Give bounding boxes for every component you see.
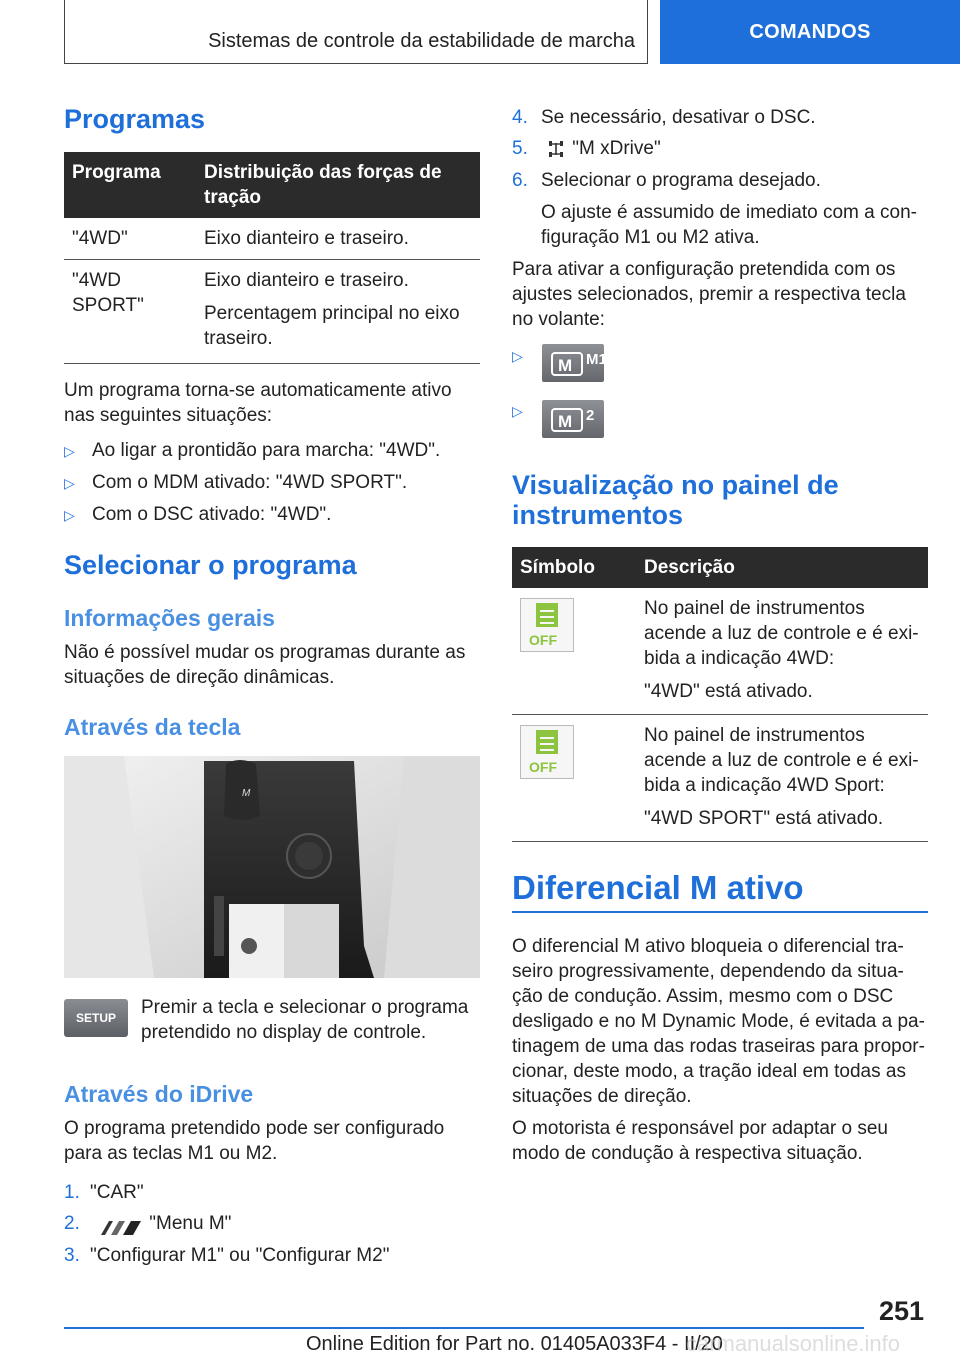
m2-key-icon [542, 400, 604, 438]
general-info-text: Não é possível mudar os programas durante as situações de direção dinâmicas. [64, 642, 466, 688]
table-header-description: Descrição [636, 547, 928, 588]
triangle-bullet-icon: ▷ [512, 348, 523, 364]
setup-instruction: Premir a tecla e selecionar o programa pretendido no display de controle. [141, 997, 469, 1043]
desc-cell: Eixo dianteiro e traseiro. [204, 270, 409, 291]
watermark: carmanualsonline.info [686, 1331, 901, 1356]
step-item: 2. "Menu M" [64, 1213, 232, 1234]
table-header-distribution: Distribuição das forças de tração [196, 152, 480, 218]
header-tab-comandos[interactable]: COMANDOS [660, 0, 960, 64]
triangle-bullet-icon: ▷ [64, 507, 75, 523]
differential-paragraph-2: O motorista é responsável por adaptar o seu modo de condução à respectiva situação. [512, 1118, 888, 1164]
table-row [512, 715, 928, 842]
symbol-table [512, 547, 928, 842]
header-section-title: Sistemas de controle da estabilidade de marcha [208, 30, 635, 52]
gear-selector-illustration [64, 756, 480, 978]
select-program-heading: Selecionar o programa [64, 550, 357, 580]
desc-cell: "4WD SPORT" está ativado. [644, 808, 884, 829]
edition-text: Online Edition for Part no. 01405A033F4 - II/20 [306, 1333, 723, 1355]
m-stripes-icon [95, 1217, 143, 1231]
table-header-symbol: Símbolo [512, 547, 636, 588]
programs-table [64, 152, 480, 364]
list-item: ▷ Com o MDM ativado: "4WD SPORT". [64, 470, 407, 496]
list-item [512, 398, 540, 424]
via-key-heading: Através da tecla [64, 714, 241, 740]
table-row [64, 218, 480, 260]
page-number: 251 [878, 1296, 924, 1326]
xdrive-icon [546, 140, 566, 158]
svg-text:M: M [242, 788, 251, 799]
auto-program-text: Um programa torna-se automaticamente ativo nas seguintes situações: [64, 380, 452, 426]
desc-cell: Percentagem principal no eixo traseiro. [204, 303, 460, 349]
svg-text:M: M [558, 356, 573, 375]
desc-cell: "4WD" está ativado. [644, 681, 813, 702]
program-cell: "4WD" [64, 218, 196, 260]
setup-key-icon: SETUP [64, 999, 128, 1037]
svg-text:OFF: OFF [529, 632, 557, 648]
desc-cell: No painel de instrumentos acende a luz de controle e é exi‐bida a indicação 4WD Sport: [644, 725, 919, 796]
svg-text:2: 2 [586, 407, 595, 424]
triangle-bullet-icon: ▷ [64, 475, 75, 491]
program-cell: "4WD SPORT" [64, 260, 196, 364]
4wd-sport-off-warning-icon [520, 725, 574, 779]
footer-rule [64, 1327, 864, 1329]
desc-cell: No painel de instrumentos acende a luz de controle e é exi‐bida a indicação 4WD: [644, 598, 919, 669]
step-item: 4. Se necessário, desativar o DSC. [512, 107, 816, 128]
heading-rule [512, 911, 928, 913]
triangle-bullet-icon: ▷ [64, 443, 75, 459]
step-item: 6. Selecionar o programa desejado. [512, 170, 821, 191]
table-header-programa: Programa [64, 152, 196, 218]
4wd-off-warning-icon [520, 598, 574, 652]
idrive-text: O programa pretendido pode ser configurado para as teclas M1 ou M2. [64, 1118, 445, 1164]
general-info-heading: Informações gerais [64, 605, 275, 631]
step-item: 1. "CAR" [64, 1182, 144, 1203]
table-row [512, 588, 928, 715]
list-item: ▷ Com o DSC ativado: "4WD". [64, 502, 331, 528]
instrument-display-heading: Visualização no painel de instrumentos [512, 470, 839, 530]
m1-key-icon [542, 344, 607, 382]
list-item: ▷ Ao ligar a prontidão para marcha: "4WD". [64, 438, 440, 464]
desc-cell: Eixo dianteiro e traseiro. [204, 228, 409, 249]
via-idrive-heading: Através do iDrive [64, 1081, 254, 1107]
svg-text:M: M [558, 412, 573, 431]
differential-paragraph-1: O diferencial M ativo bloqueia o diferencial tra‐seiro progressivamente, dependendo da situa‐ção de condução. Assim, mesmo com o DSC desligado e no M Dynamic Mode, é evitada a pa‐tinagem de uma das rodas traseiras para propor‐cionar, deste modo, a tração ideal em todas as situações de direção. [512, 936, 925, 1107]
step-item: 3. "Configurar M1" ou "Configurar M2" [64, 1245, 390, 1266]
list-item [512, 343, 540, 369]
programas-heading: Programas [64, 104, 206, 134]
step-item: 5. "M xDrive" [512, 138, 661, 159]
table-row [64, 260, 480, 364]
active-differential-heading: Diferencial M ativo [512, 869, 804, 906]
triangle-bullet-icon: ▷ [512, 403, 523, 419]
step6-note: O ajuste é assumido de imediato com a con‐figuração M1 ou M2 ativa. [541, 202, 917, 248]
svg-text:M1: M1 [586, 351, 607, 368]
svg-text:OFF: OFF [529, 759, 557, 775]
activate-text: Para ativar a configuração pretendida com os ajustes selecionados, premir a respectiva tecla no volante: [512, 259, 906, 330]
